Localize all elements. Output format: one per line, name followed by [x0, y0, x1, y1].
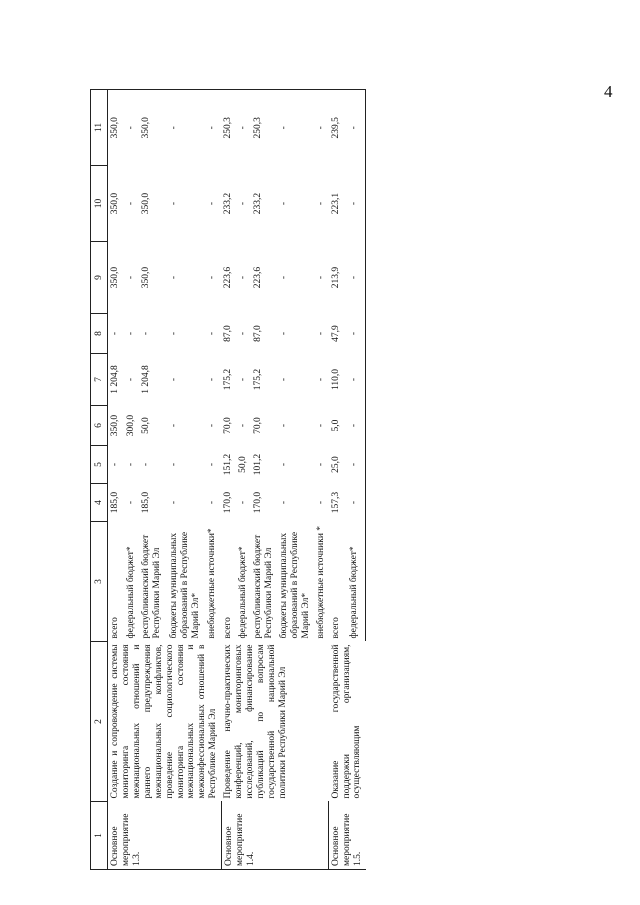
amount-cell: 350,0 [141, 192, 152, 215]
amount-cell: 151,2 [223, 453, 234, 476]
amount-cell: 350,0 [110, 192, 120, 215]
amount-cell: 223,6 [253, 266, 264, 289]
table-row [108, 90, 124, 870]
amount-cell: - [277, 90, 314, 166]
amount-cell: - [125, 275, 136, 280]
activity-name: Основное мероприятие 1.3. [108, 802, 222, 870]
amount-cell: 350,0 [141, 266, 152, 289]
amount-cell: - [207, 500, 218, 505]
amount-cell: - [347, 242, 366, 314]
amount-cell: - [141, 331, 152, 336]
amount-cell: 350,0 [110, 266, 120, 289]
funding-source: всего [110, 617, 120, 639]
amount-cell: 170,0 [253, 491, 264, 514]
amount-cell: 47,9 [330, 325, 341, 342]
column-header: 1 [91, 802, 108, 870]
amount-cell: 223,1 [330, 192, 341, 215]
amount-cell: - [347, 446, 366, 484]
amount-cell: - [238, 201, 249, 206]
funding-source: внебюджетные источники * [315, 525, 326, 639]
column-header: 7 [91, 354, 108, 406]
page-number: 4 [604, 82, 613, 101]
amount-cell: 185,0 [110, 491, 120, 514]
amount-cell: - [278, 201, 289, 206]
amount-cell: - [315, 201, 326, 206]
amount-cell: - [168, 377, 179, 382]
amount-cell: - [125, 331, 136, 336]
amount-cell: - [278, 377, 289, 382]
amount-cell: - [315, 331, 326, 336]
column-header: 4 [91, 484, 108, 522]
amount-cell: - [315, 377, 326, 382]
amount-cell: 175,2 [253, 368, 264, 391]
amount-cell: 250,3 [251, 90, 277, 166]
amount-cell: - [238, 377, 249, 382]
amount-cell: 233,2 [223, 192, 234, 215]
rotated-table-container [90, 90, 610, 870]
amount-cell: - [347, 484, 366, 522]
amount-cell: - [207, 331, 218, 336]
amount-cell: - [278, 462, 289, 467]
amount-cell: 223,6 [223, 266, 234, 289]
column-header: 6 [91, 406, 108, 446]
amount-cell: - [238, 331, 249, 336]
amount-cell: 110,0 [330, 368, 341, 391]
funding-source: республиканский бюджет Республики Марий Эл [141, 534, 163, 639]
amount-cell: - [315, 462, 326, 467]
funding-source: бюджеты муниципальных образований в Республике Марий Эл* [278, 531, 311, 639]
column-header: 5 [91, 446, 108, 484]
table-row [221, 90, 236, 870]
amount-cell: - [207, 201, 218, 206]
amount-cell: - [347, 166, 366, 242]
amount-cell: - [205, 90, 221, 166]
amount-cell: - [168, 462, 179, 467]
amount-cell: - [278, 275, 289, 280]
amount-cell: - [125, 377, 136, 382]
financing-table [90, 89, 366, 870]
column-header: 3 [91, 522, 108, 642]
amount-cell: - [167, 90, 206, 166]
amount-cell: - [124, 90, 140, 166]
amount-cell: - [207, 462, 218, 467]
funding-source: всего [330, 617, 341, 639]
amount-cell: - [110, 331, 120, 336]
amount-cell: - [238, 423, 249, 428]
amount-cell: - [168, 331, 179, 336]
amount-cell: - [347, 90, 366, 166]
amount-cell: 250,3 [221, 90, 236, 166]
amount-cell: 50,0 [238, 456, 249, 473]
activity-description: Создание и сопровождение системы мониторинга состояния межнациональных отношений и раннего предупреждения межнациональных конфликтов, проведение социологического мониторинга состояния межнациональных и межконфессиональных отношений в Республике Марий Эл [110, 644, 219, 799]
amount-cell: - [168, 423, 179, 428]
amount-cell: 1 204,8 [110, 365, 120, 394]
amount-cell: 70,0 [223, 417, 234, 434]
amount-cell: - [207, 423, 218, 428]
amount-cell: 25,0 [330, 456, 341, 473]
amount-cell: - [168, 500, 179, 505]
amount-cell: - [238, 275, 249, 280]
funding-source: республиканский бюджет Республики Марий Эл [253, 534, 274, 639]
activity-name: Основное мероприятие 1.4. [221, 802, 328, 870]
amount-cell: - [238, 500, 249, 505]
amount-cell: 50,0 [141, 417, 152, 434]
amount-cell: - [168, 201, 179, 206]
amount-cell: 170,0 [223, 491, 234, 514]
amount-cell: 350,0 [108, 90, 124, 166]
amount-cell: - [315, 500, 326, 505]
amount-cell: 350,0 [110, 414, 120, 437]
column-header: 2 [91, 642, 108, 802]
amount-cell: - [207, 275, 218, 280]
table-body [108, 90, 366, 870]
table-row [329, 90, 347, 870]
column-header: 9 [91, 242, 108, 314]
amount-cell: - [278, 500, 289, 505]
amount-cell: 350,0 [139, 90, 166, 166]
amount-cell: - [141, 462, 152, 467]
column-header: 10 [91, 166, 108, 242]
amount-cell: - [125, 500, 136, 505]
activity-name: Основное мероприятие 1.5. [329, 802, 366, 870]
amount-cell: - [236, 90, 251, 166]
amount-cell: 70,0 [253, 417, 264, 434]
amount-cell: - [347, 354, 366, 406]
column-number-row [91, 90, 108, 870]
funding-source: федеральный бюджет* [347, 522, 366, 642]
amount-cell: 233,2 [253, 192, 264, 215]
amount-cell: - [347, 406, 366, 446]
amount-cell: 101,2 [253, 453, 264, 476]
amount-cell: 5,0 [330, 419, 341, 432]
amount-cell: - [125, 201, 136, 206]
column-header: 8 [91, 314, 108, 354]
amount-cell: 1 204,8 [141, 365, 152, 394]
funding-source: внебюджетные источники* [207, 528, 218, 639]
activity-description: Проведение научно-практических конференций, мониторинговых исследований, финансирование публикаций по вопросам государственной национальной политики Республики Марий Эл [223, 644, 288, 799]
activity-description: Оказание государственной поддержки организациям, осуществляющим [330, 644, 363, 799]
amount-cell: - [278, 331, 289, 336]
amount-cell: - [168, 275, 179, 280]
funding-source: бюджеты муниципальных образований в Республике Марий Эл* [168, 531, 201, 639]
amount-cell: - [110, 462, 120, 467]
amount-cell: 87,0 [253, 325, 264, 342]
amount-cell: - [278, 423, 289, 428]
amount-cell: 157,3 [330, 491, 341, 514]
column-header: 11 [91, 90, 108, 166]
amount-cell: 213,9 [330, 266, 341, 289]
amount-cell: - [315, 275, 326, 280]
funding-source: федеральный бюджет* [125, 546, 136, 639]
amount-cell: 87,0 [223, 325, 234, 342]
amount-cell: - [315, 423, 326, 428]
amount-cell: - [125, 462, 136, 467]
amount-cell: - [347, 314, 366, 354]
amount-cell: 185,0 [141, 491, 152, 514]
funding-source: федеральный бюджет* [238, 546, 249, 639]
amount-cell: 300,0 [125, 414, 136, 437]
amount-cell: - [207, 377, 218, 382]
funding-source: всего [223, 617, 234, 639]
amount-cell: - [314, 90, 329, 166]
amount-cell: 175,2 [223, 368, 234, 391]
amount-cell: 239,5 [329, 90, 347, 166]
